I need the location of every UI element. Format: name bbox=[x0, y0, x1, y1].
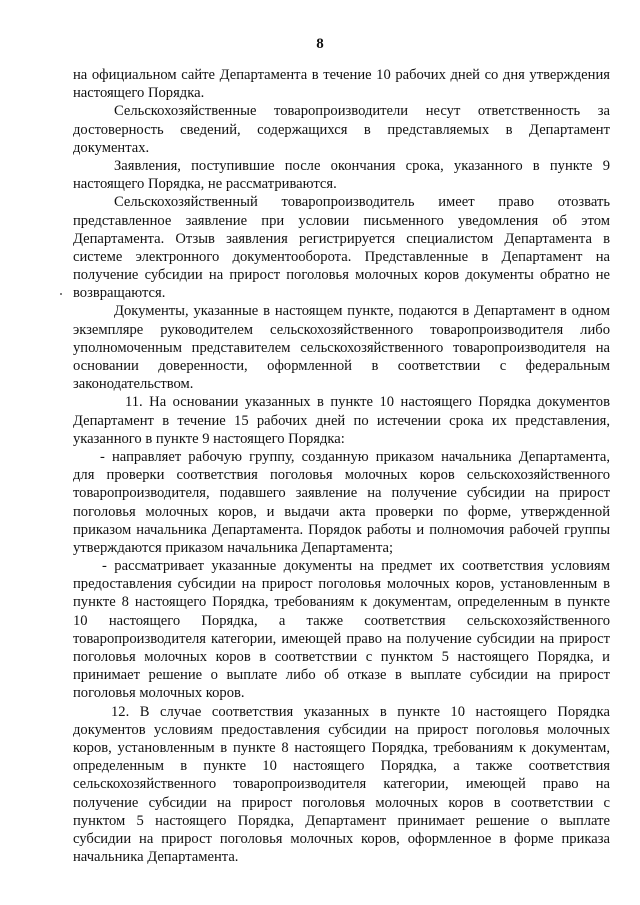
text-line: - рассматривает указанные документы на предмет их соответствия условиям bbox=[102, 558, 610, 575]
text-line: на официальном сайте Департамента в течение 10 рабочих дней со дня утверждения bbox=[73, 67, 610, 83]
text-line: настоящего Порядка. bbox=[73, 85, 205, 102]
text-line: указанного в пункте 9 настоящего Порядка: bbox=[73, 430, 345, 447]
text-line: возвращаются. bbox=[73, 285, 166, 302]
text-line: Сельскохозяйственные товаропроизводители несут ответственность за bbox=[114, 103, 610, 120]
text-line: товаропроизводителя категории, имеющей право на получение субсидии на прирост bbox=[73, 630, 610, 647]
text-line: поголовья молочных коров в соответствии с пунктом 5 настоящего Порядка, и bbox=[73, 649, 610, 665]
text-line: законодательством. bbox=[73, 376, 194, 393]
text-line: утверждаются приказом начальника Департамента; bbox=[73, 539, 394, 556]
text-line: 10 настоящего Порядка, а также соответствия сельскохозяйственного bbox=[73, 612, 610, 629]
text-line: получение субсидии на прирост поголовья молочных коров в соответствии с bbox=[73, 794, 610, 811]
text-line: Документы, указанные в настоящем пункте, подаются в Департамент в одном bbox=[114, 303, 610, 320]
text-line: коров, установленным в пункте 8 настоящего Порядка, требованиям к документам, bbox=[73, 739, 610, 756]
text-line: определенным в пункте 10 настоящего Порядка, а также соответствия bbox=[73, 758, 610, 775]
text-line: 12. В случае соответствия указанных в пункте 10 настоящего Порядка bbox=[111, 703, 610, 720]
text-line: товаропроизводителя, подавшего заявление на получение субсидии на прирост bbox=[73, 485, 610, 502]
text-line: системе электронного документооборота. Представленные в Департамент на bbox=[73, 248, 610, 265]
text-line: субсидии на прирост поголовья молочных коров, оформленное в форме приказа bbox=[73, 830, 610, 847]
text-line: Департамента. Отзыв заявления регистрируется специалистом Департамента в bbox=[73, 230, 610, 247]
text-line: настоящего Порядка, не рассматриваются. bbox=[73, 176, 337, 193]
page-number: 8 bbox=[316, 36, 324, 52]
text-line: пунктом 5 настоящего Порядка, Департамент принимает решение о выплате bbox=[73, 812, 610, 829]
text-line: - направляет рабочую группу, созданную приказом начальника Департамента, bbox=[100, 448, 610, 465]
text-line: получение субсидии на прирост поголовья молочных коров документы обратно не bbox=[73, 267, 610, 284]
text-line: уполномоченным представителем сельскохозяйственного товаропроизводителя на bbox=[73, 339, 610, 356]
text-line: Сельскохозяйственный товаропроизводитель имеет право отозвать bbox=[114, 194, 610, 211]
text-line: поголовья молочных коров, и выдачи акта проверки по форме, утвержденной bbox=[73, 503, 610, 520]
text-line: принимает решение о выплате либо об отказе в выплате субсидии на прирост bbox=[73, 667, 610, 684]
text-line: пункте 8 настоящего Порядка, требованиям к документам, определенным в пункте bbox=[73, 594, 610, 611]
text-line: сельскохозяйственного товаропроизводителя категории, имеющей право на bbox=[73, 776, 610, 793]
text-line: Заявления, поступившие после окончания срока, указанного в пункте 9 bbox=[114, 157, 610, 174]
document-body bbox=[73, 66, 610, 866]
text-line: предоставления субсидии на прирост поголовья молочных коров, установленным в bbox=[73, 576, 610, 593]
text-line: для проверки соответствия поголовья молочных коров сельскохозяйственного bbox=[73, 467, 610, 484]
text-line: основании доверенности, оформленной в соответствии с федеральным bbox=[73, 358, 610, 374]
text-line: приказом начальника Департамента. Порядок работы и полномочия рабочей группы bbox=[73, 521, 610, 538]
text-line: поголовья молочных коров. bbox=[73, 685, 245, 702]
text-line: 11. На основании указанных в пункте 10 настоящего Порядка документов bbox=[125, 394, 610, 411]
text-line: достоверность сведений, содержащихся в представляемых в Департамент bbox=[73, 121, 610, 138]
text-line: Департамент в течение 15 рабочих дней по истечении срока их представления, bbox=[73, 412, 610, 429]
text-line: начальника Департамента. bbox=[73, 849, 239, 866]
text-line: документах. bbox=[73, 139, 150, 156]
scan-artifact bbox=[60, 293, 62, 295]
text-line: экземпляре руководителем сельскохозяйственного товаропроизводителя либо bbox=[73, 321, 610, 338]
text-line: документов условиям предоставления субсидии на прирост поголовья молочных bbox=[73, 721, 610, 738]
text-line: представленное заявление при условии письменного уведомления об этом bbox=[73, 212, 610, 229]
